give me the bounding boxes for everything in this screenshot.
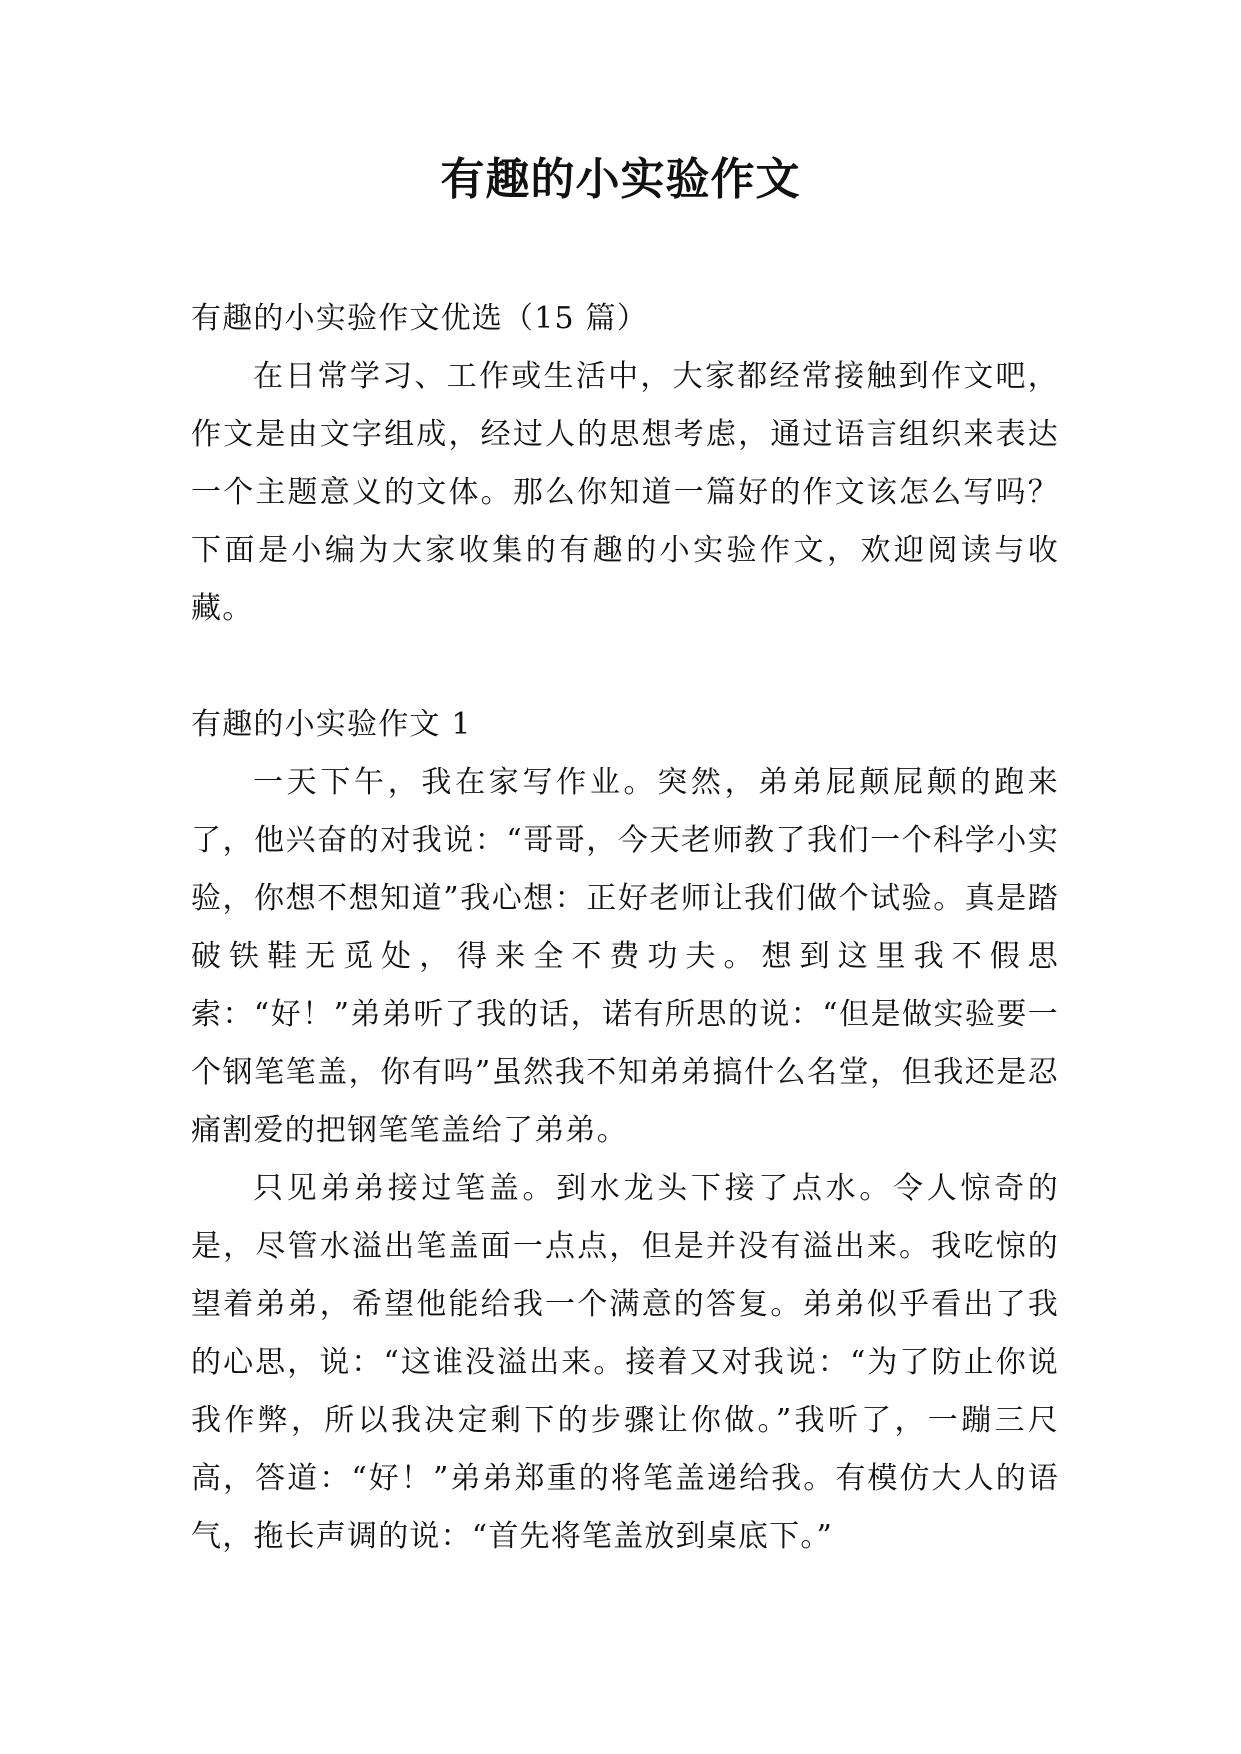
body-paragraph-2: 只见弟弟接过笔盖。到水龙头下接了点水。令人惊奇的是，尽管水溢出笔盖面一点点，但是并没有溢出来。我吃惊的望着弟弟，希望他能给我一个满意的答复。弟弟似乎看出了我的心思，说：“这谁没溢出来。接着又对我说：“为了防止你说我作弊，所以我决定剩下的步骤让你做。”我听了，一蹦三尺高，答道：“好！”弟弟郑重的将笔盖递给我。有模仿大人的语气，拖长声调的说：“首先将笔盖放到桌底下。”	[191, 1171, 1059, 1554]
document-subtitle: 有趣的小实验作文优选（15 篇）	[191, 301, 648, 336]
document-body	[191, 290, 1059, 1566]
intro-paragraph: 在日常学习、工作或生活中，大家都经常接触到作文吧，作文是由文字组成，经过人的思想考虑，通过语言组织来表达一个主题意义的文体。那么你知道一篇好的作文该怎么写吗？下面是小编为大家收集的有趣的小实验作文，欢迎阅读与收藏。	[191, 359, 1059, 626]
section-heading: 有趣的小实验作文 1	[191, 707, 472, 742]
section-spacer	[191, 638, 1059, 696]
body-paragraph-1: 一天下午，我在家写作业。突然，弟弟屁颠屁颠的跑来了，他兴奋的对我说：“哥哥，今天老师教了我们一个科学小实验，你想不想知道”我心想：正好老师让我们做个试验。真是踏破铁鞋无觅处，得来全不费功夫。想到这里我不假思索：“好！”弟弟听了我的话，诺有所思的说：“但是做实验要一个钢笔笔盖，你有吗”虽然我不知弟弟搞什么名堂，但我还是忍痛割爱的把钢笔笔盖给了弟弟。	[191, 765, 1059, 1148]
document-title: 有趣的小实验作文	[440, 154, 801, 205]
